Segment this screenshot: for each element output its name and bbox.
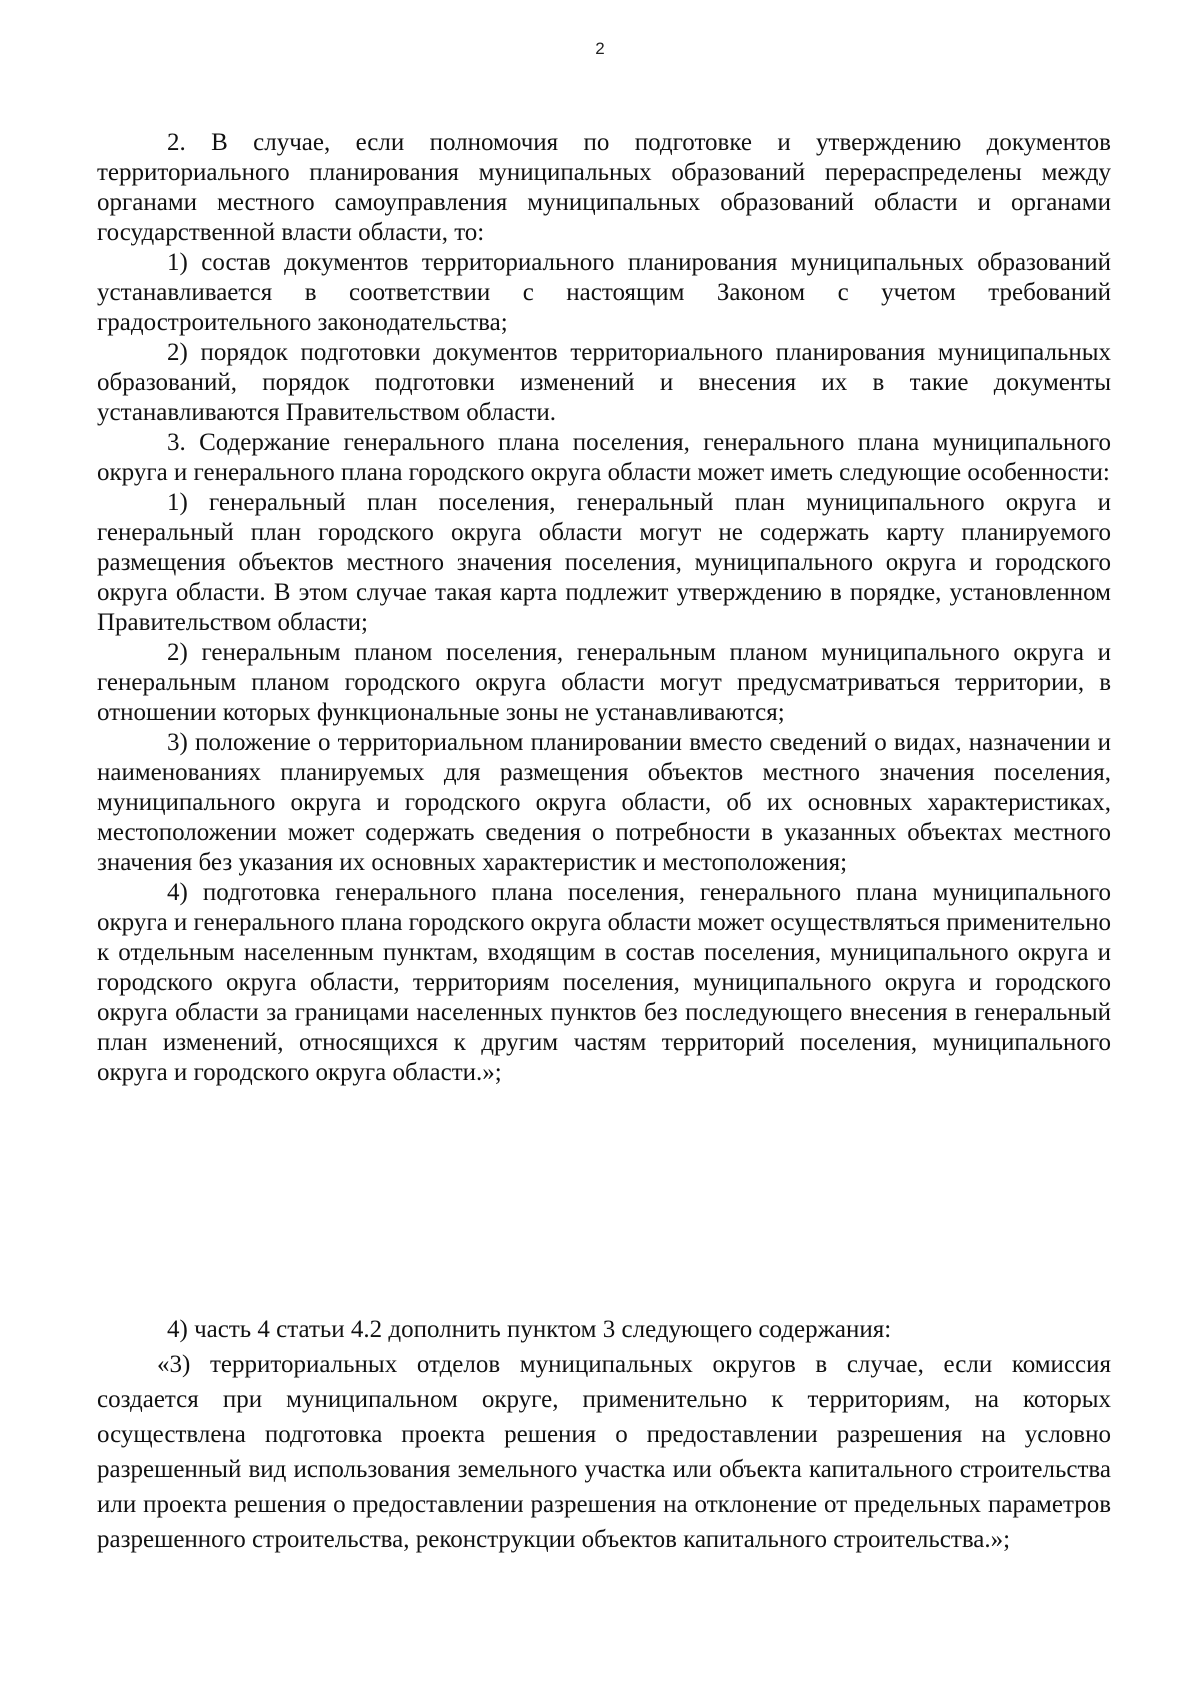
paragraph-3-item-1: 1) генеральный план поселения, генеральный план муниципального округа и генеральный план городского округа области могут не содержать карту планируемого размещения объектов местного значения поселения, муниципального округа и городского округа области. В этом случае такая карта подлежит утверждению в порядке, установленном Правительством области; (97, 489, 1111, 636)
paragraph-3-general-plan: 3. Содержание генерального плана поселения, генерального плана муниципального округа и генерального плана городского округа области может иметь следующие особенности: (97, 429, 1111, 486)
paragraph-3-item-2: 2) генеральным планом поселения, генеральным планом муниципального округа и генеральным планом городского округа области могут предусматриваться территории, в отношении которых функциональные зоны не устанавливаются; (97, 639, 1111, 726)
paragraph-3-item-4: 4) подготовка генерального плана поселения, генерального плана муниципального округа и генерального плана городского округа области может осуществляться применительно к отдельным населенным пунктам, входящим в состав поселения, муниципального округа и городского округа области, территориям поселения, муниципального округа и городского округа области за границами населенных пунктов без последующего внесения в генеральный план изменений, относящихся к другим частям территорий поселения, муниципального округа и городского округа области.»; (97, 879, 1112, 1086)
paragraph-3-item-3: 3) положение о территориальном планировании вместо сведений о видах, назначении и наименованиях планируемых для размещения объектов местного значения поселения, муниципального округа и городского округа области, об их основных характеристиках, местоположении может содержать сведения о потребности в указанных объектах местного значения без указания их основных характеристик и местоположения; (97, 729, 1111, 876)
amendment-item-4: 4) часть 4 статьи 4.2 дополнить пунктом 3 следующего содержания: (167, 1316, 892, 1343)
paragraph-2-item-2: 2) порядок подготовки документов территориального планирования муниципальных образований, порядок подготовки изменений и внесения их в такие документы устанавливаются Правительством области. (97, 339, 1111, 426)
document-body-section-1 (97, 128, 1111, 1088)
page-number: 2 (595, 39, 605, 58)
paragraph-2-redistribution: 2. В случае, если полномочия по подготовке и утверждению документов территориального планирования муниципальных образований перераспределены между органами местного самоуправления муниципальных образований области и органами государственной власти области, то: (97, 129, 1111, 246)
document-body-section-2 (97, 1312, 1111, 1557)
paragraph-2-item-1: 1) состав документов территориального планирования муниципальных образований устанавливается в соответствии с настоящим Законом с учетом требований градостроительного законодательства; (97, 249, 1111, 336)
amendment-quote-3: «3) территориальных отделов муниципальных округов в случае, если комиссия создается при муниципальном округе, применительно к территориям, на которых осуществлена подготовка проекта решения о предоставлении разрешения на условно разрешенный вид использования земельного участка или объекта капитального строительства или проекта решения о предоставлении разрешения на отклонение от предельных параметров разрешенного строительства, реконструкции объектов капитального строительства.»; (97, 1351, 1111, 1553)
